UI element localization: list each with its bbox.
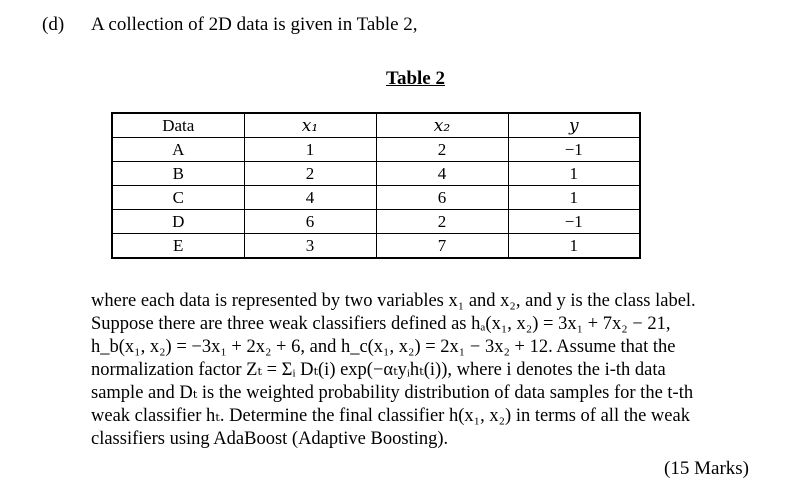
marks-label: (15 Marks) (664, 458, 749, 479)
cell: 3 (244, 234, 376, 259)
header-y: y (508, 113, 640, 138)
table-row (112, 186, 640, 210)
cell: A (112, 138, 244, 162)
body-line: sample and Dₜ is the weighted probability distribution of data samples for the t-th (91, 383, 694, 403)
cell: 1 (508, 186, 640, 210)
cell: 1 (508, 234, 640, 259)
table-row (112, 210, 640, 234)
question-body (91, 290, 753, 451)
cell: 2 (376, 210, 508, 234)
cell: D (112, 210, 244, 234)
question-intro: A collection of 2D data is given in Table 2, (91, 14, 418, 35)
body-line: Suppose there are three weak classifiers defined as hₐ(x₁, x₂) = 3x₁ + 7x₂ − 21, (91, 314, 671, 334)
data-table (111, 112, 641, 259)
cell: 1 (244, 138, 376, 162)
header-x1: x₁ (244, 113, 376, 138)
table-row (112, 162, 640, 186)
body-line: classifiers using AdaBoost (Adaptive Boosting). (91, 429, 449, 449)
cell: 1 (508, 162, 640, 186)
table-caption: Table 2 (386, 68, 445, 89)
table-row (112, 234, 640, 259)
cell: −1 (508, 210, 640, 234)
header-data: Data (112, 113, 244, 138)
body-line: normalization factor Zₜ = Σᵢ Dₜ(i) exp(−αₜyᵢhₜ(i)), where i denotes the i-th data (91, 360, 666, 380)
body-line: h_b(x₁, x₂) = −3x₁ + 2x₂ + 6, and h_c(x₁, x₂) = 2x₁ − 3x₂ + 12. Assume that the (91, 337, 676, 357)
cell: 2 (244, 162, 376, 186)
header-x2: x₂ (376, 113, 508, 138)
question-label: (d) (42, 14, 65, 35)
body-line: weak classifier hₜ. Determine the final classifier h(x₁, x₂) in terms of all the weak (91, 406, 690, 426)
cell: −1 (508, 138, 640, 162)
cell: 6 (244, 210, 376, 234)
cell: E (112, 234, 244, 259)
table-header-row (112, 113, 640, 138)
cell: 7 (376, 234, 508, 259)
cell: 4 (376, 162, 508, 186)
cell: 4 (244, 186, 376, 210)
cell: 2 (376, 138, 508, 162)
table-row (112, 138, 640, 162)
cell: B (112, 162, 244, 186)
cell: C (112, 186, 244, 210)
body-line: where each data is represented by two variables x₁ and x₂, and y is the class label. (91, 291, 696, 311)
cell: 6 (376, 186, 508, 210)
